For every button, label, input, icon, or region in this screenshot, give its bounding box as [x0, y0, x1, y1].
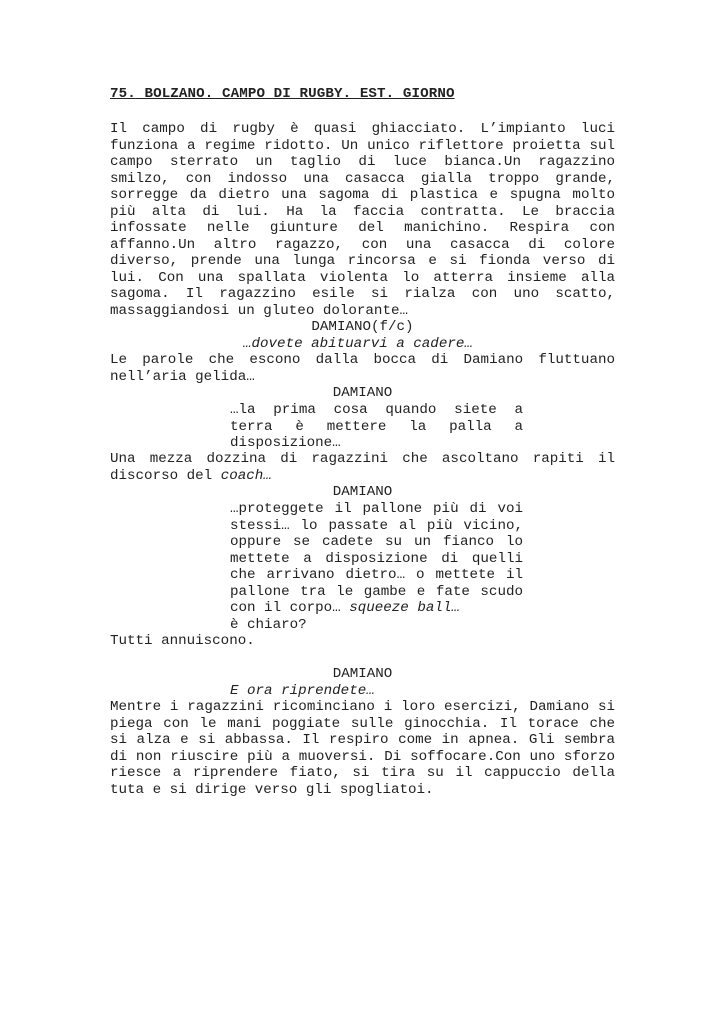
dialogue-3-end: è chiaro?: [230, 616, 307, 633]
action-paragraph-3: [110, 451, 615, 484]
dialogue-3: [230, 501, 523, 633]
character-cue-4: DAMIANO: [332, 666, 393, 682]
action-paragraph-2: Le parole che escono dalla bocca di Damiano fluttuano nell’aria gelida…: [110, 352, 615, 385]
action-paragraph-1: Il campo di rugby è quasi ghiacciato. L’impianto luci funziona a regime ridotto. Un unico riflettore proietta sul campo sterrato un taglio di luce bianca.Un ragazzino smilzo, con indosso una casacca gialla troppo grande, sorregge da dietro una sagoma di plastica e spugna molto più alta di lui. Ha la faccia contratta. Le braccia infossate nelle giunture del manichino. Respira con affanno.Un altro ragazzo, con una casacca di colore diverso, prende una lunga rincorsa e si fionda verso di lui. Con una spallata violenta lo atterra insieme alla sagoma. Il ragazzino esile si rialza con uno scatto, massaggiandosi un gluteo dolorante…: [110, 121, 615, 319]
character-cue-2: DAMIANO: [332, 385, 393, 401]
dialogue-4: E ora riprendete…: [230, 683, 375, 699]
character-cue-3: DAMIANO: [332, 484, 393, 500]
action-3-italic: coach…: [220, 467, 272, 484]
dialogue-3-italic: squeeze ball…: [349, 600, 460, 616]
scene-number: 75.: [110, 86, 136, 102]
dialogue-1: …dovete abituarvi a cadere…: [243, 336, 473, 352]
action-paragraph-4: Tutti annuiscono.: [110, 633, 255, 649]
character-cue-1: DAMIANO(f/c): [311, 319, 414, 335]
scene-heading: [110, 86, 455, 103]
scene-heading-text: BOLZANO. CAMPO DI RUGBY. EST. GIORNO: [144, 86, 455, 102]
dialogue-2: …la prima cosa quando siete a terra è mettere la palla a disposizione…: [230, 402, 523, 451]
dialogue-3-text: …proteggete il pallone più di voi stessi… lo passate al più vicino, oppure se cadete su un fianco lo mettete a disposizione di quelli che arrivano dietro… o mettete il pallone tra le gambe e fate scudo con il corpo…: [230, 501, 523, 616]
action-3-text: Una mezza dozzina di ragazzini che ascoltano rapiti il discorso del: [110, 451, 615, 484]
action-paragraph-5: Mentre i ragazzini ricominciano i loro esercizi, Damiano si piega con le mani poggiate sulle ginocchia. Il torace che si alza e si abbassa. Il respiro come in apnea. Gli sembra di non riuscire più a muoversi. Di soffocare.Con uno sforzo riesce a riprendere fiato, si tira su il cappuccio della tuta e si dirige verso gli spogliatoi.: [110, 699, 615, 798]
